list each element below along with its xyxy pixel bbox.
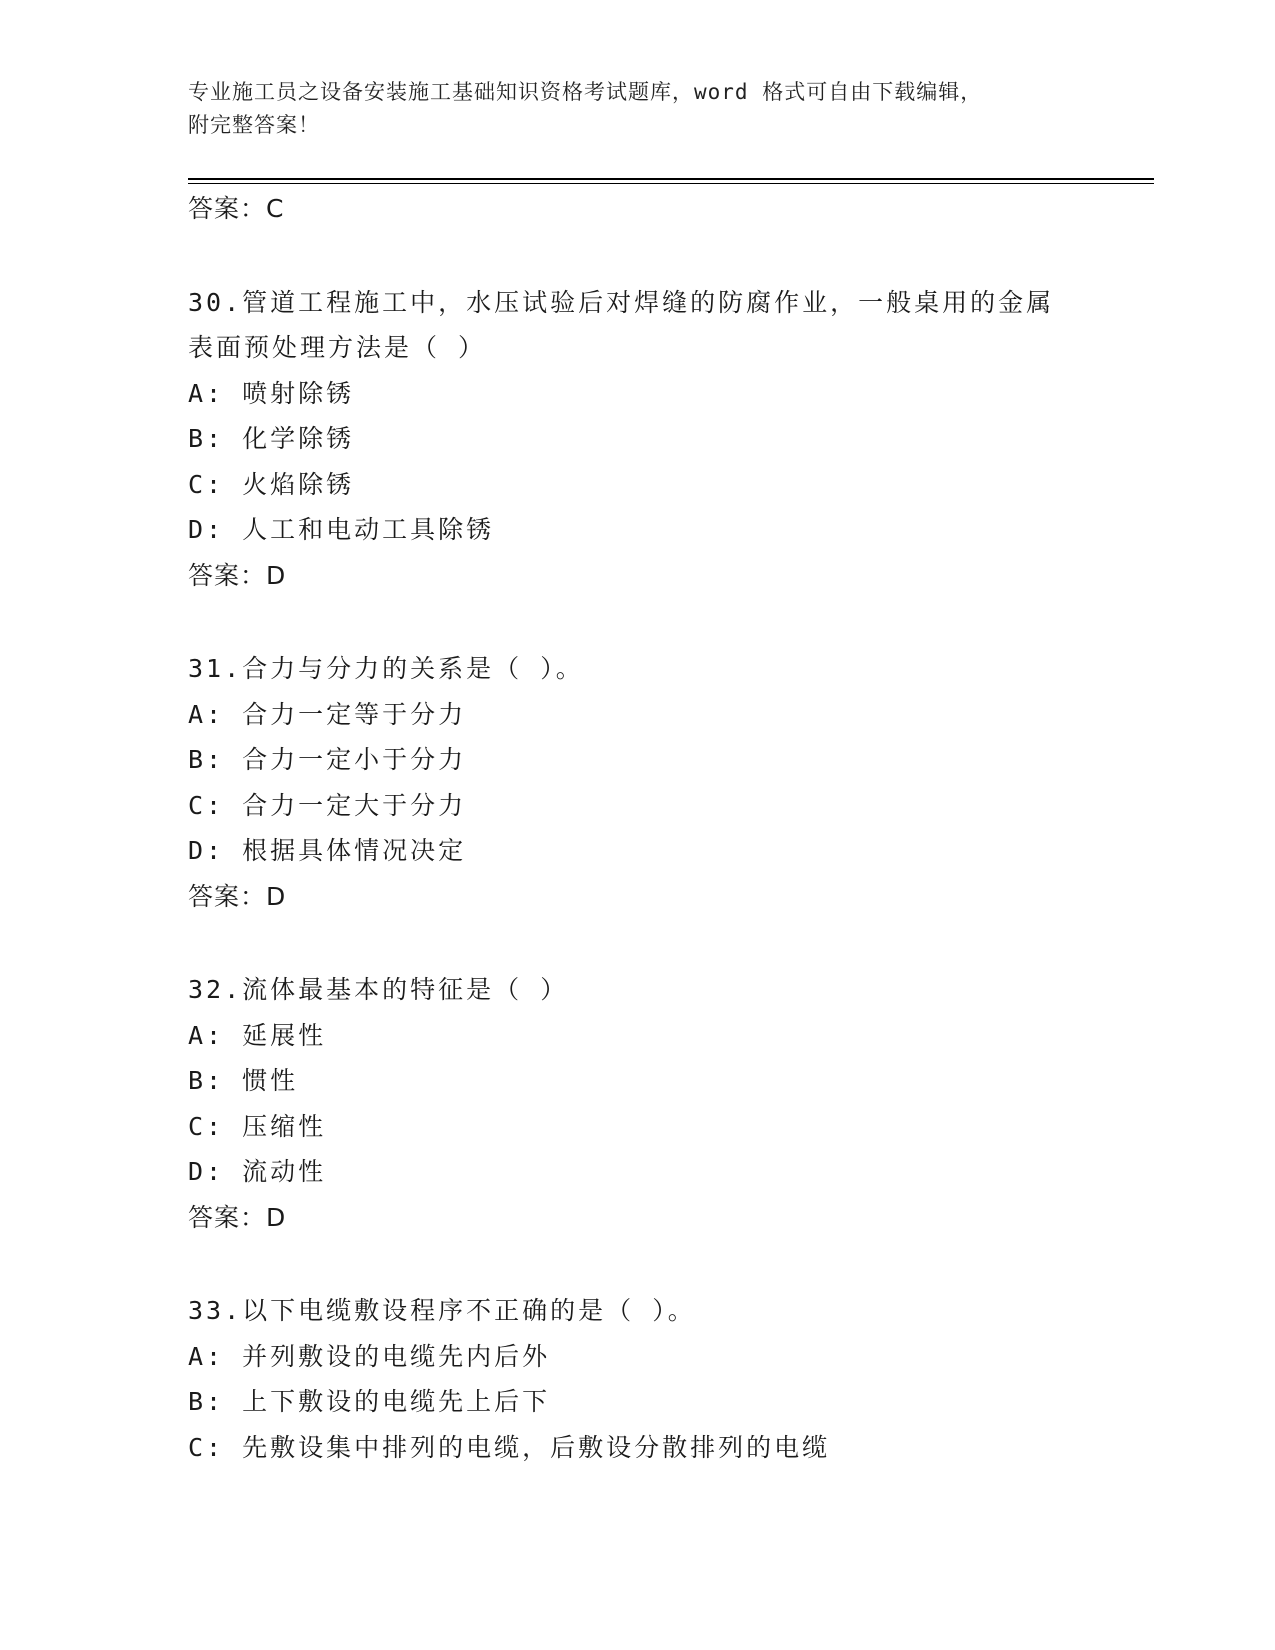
header-line-1: 专业施工员之设备安装施工基础知识资格考试题库，word 格式可自由下载编辑， [188,80,983,104]
answer-line: 答案：D [188,881,287,911]
spacer [188,1240,1154,1288]
option-b: B: 化学除锈 [188,424,355,453]
question-30 [188,280,1154,599]
option-a: A: 延展性 [188,1020,327,1050]
option-a: A: 并列敷设的电缆先内后外 [188,1341,551,1371]
option-d: D: 人工和电动工具除锈 [188,515,495,544]
spacer [188,919,1154,967]
option-c: C: 压缩性 [188,1111,327,1141]
header-line-2: 附完整答案！ [188,113,320,137]
option-a: A: 合力一定等于分力 [188,699,467,729]
question-33 [188,1288,1154,1470]
answer-line: 答案：D [188,560,287,590]
question-text: 33.以下电缆敷设程序不正确的是（ ）。 [188,1296,696,1325]
spacer [188,232,1154,280]
question-text: 32.流体最基本的特征是（ ） [188,975,569,1004]
answer-line: 答案：D [188,1202,287,1232]
question-text: 31.合力与分力的关系是（ ）。 [188,654,584,683]
question-text: 30.管道工程施工中，水压试验后对焊缝的防腐作业，一般桌用的金属 [188,287,1055,317]
option-c: C: 合力一定大于分力 [188,790,467,820]
answer-line: 答案：C [188,194,285,223]
header-divider-thin [188,183,1154,184]
option-b: B: 合力一定小于分力 [188,745,467,774]
question-list [188,186,1154,1470]
spacer [188,598,1154,646]
option-b: B: 上下敷设的电缆先上后下 [188,1387,551,1416]
option-c: C: 先敷设集中排列的电缆，后敷设分散排列的电缆 [188,1432,831,1462]
header-divider-thick [188,178,1154,180]
question-text-continued: 表面预处理方法是（ ） [188,333,487,362]
option-b: B: 惯性 [188,1066,299,1095]
document-header [188,76,1088,142]
question-31 [188,646,1154,919]
option-c: C: 火焰除锈 [188,469,355,499]
question-32 [188,967,1154,1240]
option-d: D: 根据具体情况决定 [188,836,467,865]
option-d: D: 流动性 [188,1157,327,1186]
option-a: A: 喷射除锈 [188,378,355,408]
